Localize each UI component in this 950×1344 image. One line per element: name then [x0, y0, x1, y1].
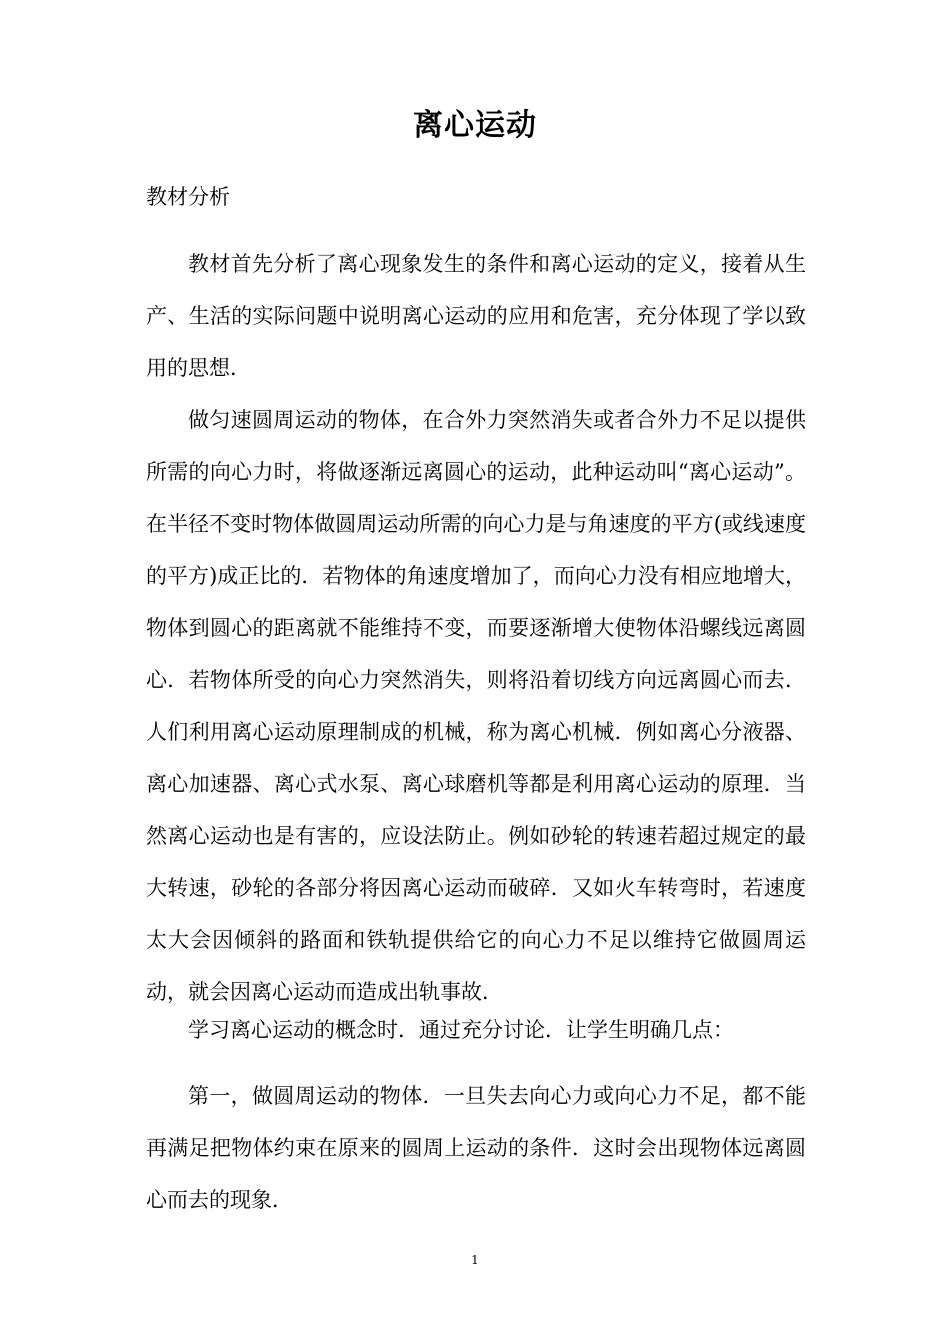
paragraph-1: 教材首先分析了离心现象发生的条件和离心运动的定义，接着从生产、生活的实际问题中说明离心运动的应用和危害，充分体现了学以致用的思想．	[146, 252, 806, 380]
page-number: 1	[471, 1253, 479, 1267]
section-heading: 教材分析	[146, 185, 230, 209]
paragraph-4: 第一，做圆周运动的物体．一旦失去向心力或向心力不足，都不能再满足把物体约束在原来的圆周上运动的条件．这时会出现物体远离圆心而去的现象．	[146, 1084, 806, 1212]
paragraph-3: 学习离心运动的概念时．通过充分讨论．让学生明确几点：	[188, 1018, 734, 1042]
page-title: 离心运动	[413, 108, 537, 143]
paragraph-2: 做匀速圆周运动的物体，在合外力突然消失或者合外力不足以提供所需的向心力时，将做逐渐远离圆心的运动，此种运动叫“离心运动”。在半径不变时物体做圆周运动所需的向心力是与角速度的平方(或线速度的平方)成正比的．若物体的角速度增加了，而向心力没有相应地增大，物体到圆心的距离就不能维持不变，而要逐渐增大使物体沿螺线远离圆心．若物体所受的向心力突然消失，则将沿着切线方向远离圆心而去． 人们利用离心运动原理制成的机械，称为离心机械．例如离心分液器、离心加速器、离心式水泵、离心球磨机等都是利用离心运动的原理．当然离心运动也是有害的，应设法防止。例如砂轮的转速若超过规定的最大转速，砂轮的各部分将因离心运动而破碎．又如火车转弯时，若速度太大会因倾斜的路面和铁轨提供给它的向心力不足以维持它做圆周运动，就会因离心运动而造成出轨事故．	[146, 408, 806, 1004]
